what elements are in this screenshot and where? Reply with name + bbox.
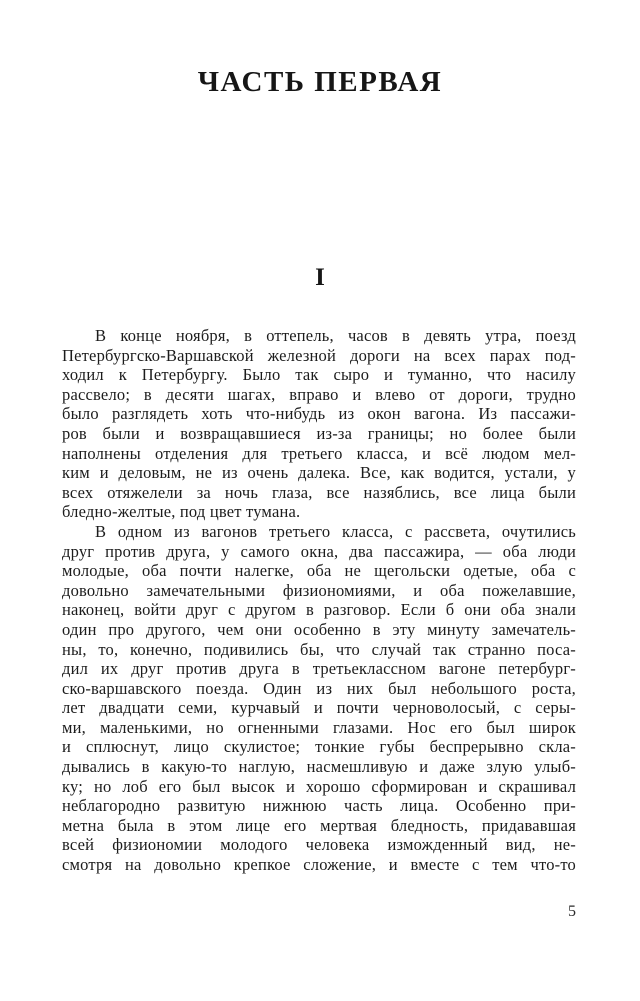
page-number: 5 [568, 903, 576, 920]
text-line: Петербургско-Варшавской железной дороги на всех парах под- [62, 345, 576, 365]
text-line: В одном из вагонов третьего класса, с рассвета, очутились [95, 521, 576, 541]
text-line: молодые, оба почти налегке, оба не щегольски одетые, оба с [62, 561, 576, 581]
text-line: смотря на довольно крепкое сложение, и вместе с тем что-то [62, 855, 576, 875]
text-line: ходил к Петербургу. Было так сыро и туманно, что насилу [62, 365, 576, 385]
text-line: дил их друг против друга в третьеклассном вагоне петербург- [62, 659, 576, 679]
text-line: всех отяжелели за ночь глаза, все назяблись, все лица были [62, 482, 576, 502]
text-line: метна была в этом лице его мертвая бледность, придававшая [62, 815, 576, 835]
body-text [62, 326, 576, 875]
text-line: друг против друга, у самого окна, два пассажира, — оба люди [62, 541, 576, 561]
text-line: ров были и возвращавшиеся из-за границы; но более были [62, 423, 576, 443]
text-line: наполнены отделения для третьего класса, и всё людом мел- [62, 443, 576, 463]
text-line: ны, то, конечно, подивились бы, что случай так странно поса- [62, 639, 576, 659]
paragraph [62, 326, 576, 522]
text-line: бледно-желтые, под цвет тумана. [62, 502, 301, 522]
text-line: дывались в какую-то наглую, насмешливую и даже злую улыб- [62, 757, 576, 777]
text-line: всей физиономии молодого человека изможденный вид, не- [62, 835, 576, 855]
text-line: довольно замечательными физиономиями, и оба пожелавшие, [62, 580, 576, 600]
part-title: ЧАСТЬ ПЕРВАЯ [197, 66, 443, 98]
text-line: ско-варшавского поезда. Один из них был небольшого роста, [62, 678, 576, 698]
text-line: рассвело; в десяти шагах, вправо и влево от дороги, трудно [62, 384, 576, 404]
text-line: наконец, войти друг с другом в разговор. Если б они оба знали [62, 600, 576, 620]
text-line: ким и деловым, не из очень далека. Все, как водится, устали, у [62, 463, 576, 483]
chapter-number: I [315, 264, 325, 291]
paragraph [62, 522, 576, 875]
text-line: лет двадцати семи, курчавый и почти черноволосый, с серы- [62, 698, 576, 718]
text-line: неблагородно развитую нижнюю часть лица. Особенно при- [62, 796, 576, 816]
text-line: было разглядеть хоть что-нибудь из окон вагона. Из пассажи- [62, 404, 576, 424]
text-line: один про другого, чем они особенно в эту минуту замечатель- [62, 619, 576, 639]
text-line: ми, маленькими, но огненными глазами. Нос его был широк [62, 717, 576, 737]
text-line: и сплюснут, лицо скулистое; тонкие губы беспрерывно скла- [62, 737, 576, 757]
text-line: В конце ноября, в оттепель, часов в девять утра, поезд [95, 326, 576, 345]
text-line: ку; но лоб его был высок и хорошо сформирован и скрашивал [62, 776, 576, 796]
